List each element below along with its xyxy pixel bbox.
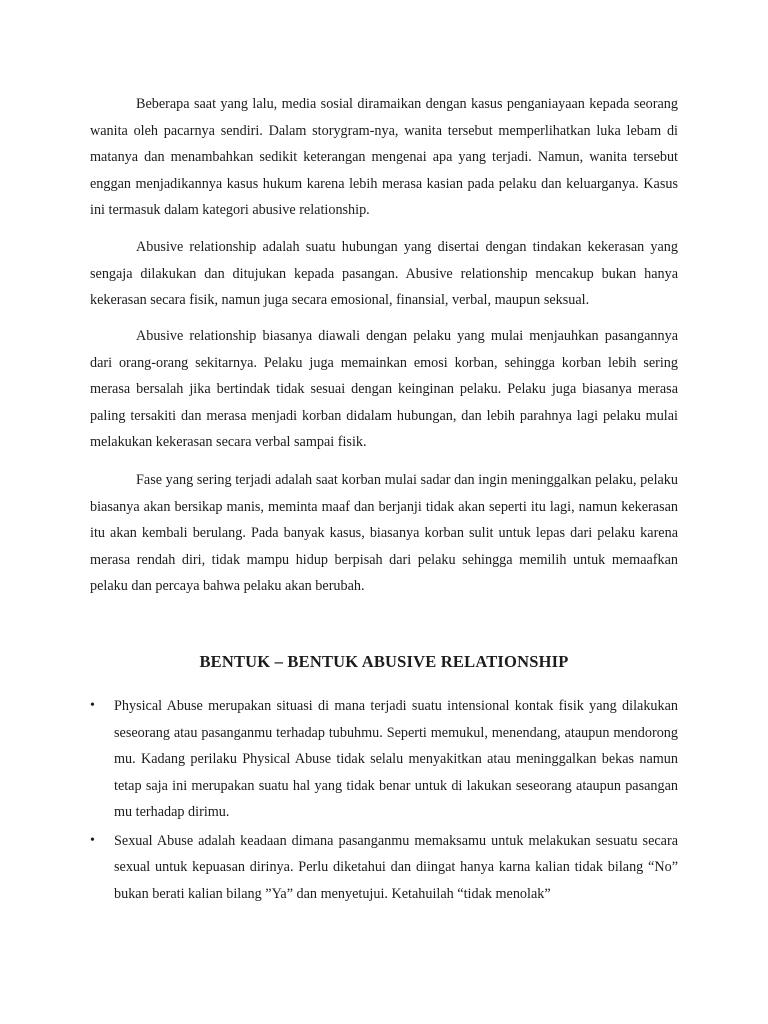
list-item	[90, 828, 678, 908]
paragraph-2: Abusive relationship adalah suatu hubungan yang disertai dengan tindakan kekerasan yang sengaja dilakukan dan ditujukan kepada pasangan. Abusive relationship mencakup bukan hanya kekerasan secara fisik, namun juga secara emosional, finansial, verbal, maupun seksual.	[90, 239, 678, 308]
bullet-list	[90, 693, 678, 909]
bullet-icon: •	[90, 832, 95, 848]
paragraph-1: Beberapa saat yang lalu, media sosial diramaikan dengan kasus penganiayaan kepada seorang wanita oleh pacarnya sendiri. Dalam storygram-nya, wanita tersebut memperlihatkan luka lebam di matanya dan menambahkan sedikit keterangan mengenai apa yang terjadi. Namun, wanita tersebut enggan menjadikannya kasus hukum karena lebih merasa kasian pada pelaku dan keluarganya. Kasus ini termasuk dalam kategori abusive relationship.	[90, 96, 678, 218]
paragraph-4: Fase yang sering terjadi adalah saat korban mulai sadar dan ingin meninggalkan pelaku, pelaku biasanya akan bersikap manis, meminta maaf dan berjanji tidak akan seperti itu lagi, namun kekerasan itu akan kembali berulang. Pada banyak kasus, biasanya korban sulit untuk lepas dari pelaku karena merasa rendah diri, tidak mampu hidup berpisah dari pelaku sehingga memilih untuk memaafkan pelaku dan percaya bahwa pelaku akan berubah.	[90, 472, 678, 594]
section-heading: BENTUK – BENTUK ABUSIVE RELATIONSHIP	[199, 652, 569, 671]
list-item	[90, 693, 678, 826]
paragraph-3: Abusive relationship biasanya diawali dengan pelaku yang mulai menjauhkan pasangannya dari orang-orang sekitarnya. Pelaku juga memainkan emosi korban, sehingga korban lebih sering merasa bersalah jika bertindak tidak sesuai dengan keinginan pelaku. Pelaku juga biasanya merasa paling tersakiti dan merasa menjadi korban didalam hubungan, dan lebih parahnya lagi pelaku mulai melakukan kekerasan secara verbal sampai fisik.	[90, 328, 678, 450]
bullet-text-physical-abuse: Physical Abuse merupakan situasi di mana terjadi suatu intensional kontak fisik yang dilakukan seseorang atau pasanganmu terhadap tubuhmu. Seperti memukul, menendang, ataupun mendorong mu. Kadang perilaku Physical Abuse tidak selalu menyakitkan atau meninggalkan bekas namun tetap saja ini merupakan suatu hal yang tidak benar untuk di lakukan seseorang ataupun pasangan mu terhadap dirimu.	[114, 698, 678, 820]
bullet-text-sexual-abuse: Sexual Abuse adalah keadaan dimana pasanganmu memaksamu untuk melakukan sesuatu secara sexual untuk kepuasan dirinya. Perlu diketahui dan diingat hanya karna kalian tidak bilang “No” bukan berati kalian bilang ”Ya” dan menyetujui. Ketahuilah “tidak menolak”	[114, 832, 678, 902]
bullet-icon: •	[90, 698, 95, 713]
